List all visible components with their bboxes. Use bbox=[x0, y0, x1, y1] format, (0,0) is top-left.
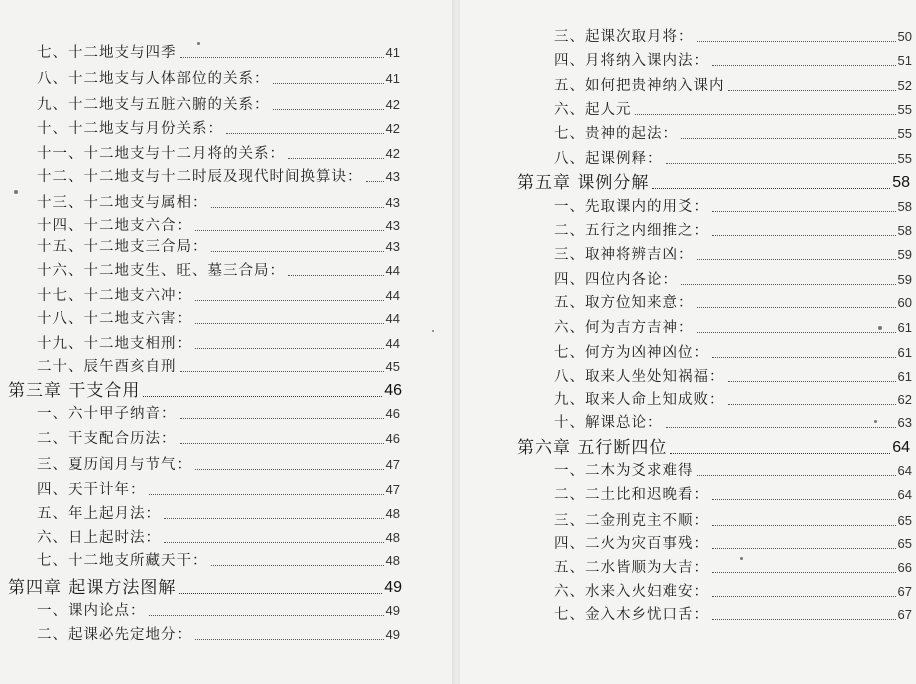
toc-entry bbox=[554, 583, 912, 601]
toc-entry-title: 六、日上起时法： bbox=[37, 530, 161, 546]
scan-speck bbox=[878, 326, 882, 330]
toc-entry-page-number: 63 bbox=[897, 415, 912, 430]
toc-entry-title: 四、天干计年： bbox=[37, 482, 146, 498]
toc-entry-page-number: 43 bbox=[385, 195, 400, 210]
dot-leader bbox=[697, 259, 896, 260]
toc-entry bbox=[554, 222, 912, 240]
toc-entry-page-number: 47 bbox=[385, 482, 400, 497]
dot-leader bbox=[697, 307, 896, 308]
dot-leader bbox=[712, 548, 896, 549]
toc-entry-title: 十一、十二地支与十二月将的关系： bbox=[37, 146, 285, 162]
toc-entry bbox=[554, 198, 912, 216]
toc-entry-title: 一、六十甲子纳音： bbox=[37, 406, 177, 422]
dot-leader bbox=[273, 109, 384, 110]
toc-entry bbox=[554, 535, 912, 553]
toc-entry-page-number: 41 bbox=[385, 71, 400, 86]
dot-leader bbox=[697, 332, 896, 333]
toc-entry bbox=[37, 120, 400, 138]
scan-speck bbox=[14, 190, 18, 194]
toc-entry-title: 第六章 五行断四位 bbox=[517, 438, 668, 458]
toc-entry-title: 第三章 干支合用 bbox=[8, 381, 141, 401]
toc-entry-title: 三、二金刑克主不顺： bbox=[554, 513, 709, 529]
toc-entry-page-number: 49 bbox=[385, 627, 400, 642]
toc-entry-page-number: 64 bbox=[897, 487, 912, 502]
toc-entry-page-number: 61 bbox=[897, 320, 912, 335]
toc-entry-page-number: 61 bbox=[897, 345, 912, 360]
toc-entry-title: 十六、十二地支生、旺、墓三合局： bbox=[37, 263, 285, 279]
toc-entry bbox=[554, 77, 912, 95]
toc-entry bbox=[554, 294, 912, 312]
toc-entry bbox=[37, 626, 400, 644]
dot-leader bbox=[288, 158, 384, 159]
chapter-heading bbox=[517, 172, 910, 194]
dot-leader bbox=[195, 469, 384, 470]
toc-entry-page-number: 47 bbox=[385, 457, 400, 472]
toc-entry-title: 十七、十二地支六冲： bbox=[37, 288, 192, 304]
toc-entry-page-number: 64 bbox=[892, 439, 910, 456]
toc-entry-page-number: 44 bbox=[385, 288, 400, 303]
dot-leader bbox=[697, 475, 896, 476]
toc-entry-page-number: 42 bbox=[385, 121, 400, 136]
toc-entry-title: 九、取来人命上知成败： bbox=[554, 392, 725, 408]
toc-entry-title: 四、四位内各论： bbox=[554, 272, 678, 288]
toc-entry-title: 一、先取课内的用爻： bbox=[554, 199, 709, 215]
toc-entry bbox=[554, 271, 912, 289]
toc-entry bbox=[37, 217, 400, 235]
toc-entry-page-number: 46 bbox=[384, 382, 402, 399]
toc-entry-title: 四、月将纳入课内法： bbox=[554, 53, 709, 69]
dot-leader bbox=[164, 518, 384, 519]
toc-entry-title: 七、十二地支所藏天干： bbox=[37, 553, 208, 569]
dot-leader bbox=[149, 615, 384, 616]
dot-leader bbox=[180, 57, 384, 58]
dot-leader bbox=[195, 300, 384, 301]
dot-leader bbox=[180, 418, 384, 419]
chapter-heading bbox=[8, 577, 402, 599]
toc-entry-page-number: 55 bbox=[897, 151, 912, 166]
dot-leader bbox=[712, 357, 896, 358]
dot-leader bbox=[366, 181, 384, 182]
toc-entry-title: 十五、十二地支三合局： bbox=[37, 239, 208, 255]
toc-entry-page-number: 48 bbox=[385, 506, 400, 521]
dot-leader bbox=[211, 565, 384, 566]
toc-entry-title: 五、如何把贵神纳入课内 bbox=[554, 78, 725, 94]
toc-entry bbox=[37, 96, 400, 114]
toc-entry bbox=[37, 70, 400, 88]
dot-leader bbox=[712, 235, 896, 236]
toc-entry-page-number: 51 bbox=[897, 53, 912, 68]
dot-leader bbox=[143, 396, 382, 397]
dot-leader bbox=[180, 443, 384, 444]
toc-entry bbox=[37, 430, 400, 448]
toc-entry bbox=[554, 512, 912, 530]
toc-entry-title: 三、起课次取月将： bbox=[554, 29, 694, 45]
toc-entry-title: 十八、十二地支六害： bbox=[37, 311, 192, 327]
toc-entry bbox=[37, 145, 400, 163]
toc-entry-page-number: 49 bbox=[384, 579, 402, 596]
toc-entry bbox=[554, 28, 912, 46]
dot-leader bbox=[149, 494, 384, 495]
toc-entry-page-number: 59 bbox=[897, 272, 912, 287]
dot-leader bbox=[712, 596, 896, 597]
dot-leader bbox=[211, 207, 384, 208]
toc-entry-page-number: 62 bbox=[897, 392, 912, 407]
scan-speck bbox=[432, 330, 434, 332]
dot-leader bbox=[666, 163, 896, 164]
dot-leader bbox=[195, 230, 384, 231]
dot-leader bbox=[712, 211, 896, 212]
scan-speck bbox=[874, 420, 877, 423]
toc-entry bbox=[37, 505, 400, 523]
toc-entry bbox=[554, 391, 912, 409]
toc-entry bbox=[37, 529, 400, 547]
toc-entry-title: 六、起人元 bbox=[554, 102, 632, 118]
dot-leader bbox=[666, 427, 896, 428]
scan-speck bbox=[197, 42, 200, 45]
toc-entry-page-number: 50 bbox=[897, 29, 912, 44]
toc-entry-page-number: 44 bbox=[385, 336, 400, 351]
toc-entry bbox=[554, 559, 912, 577]
toc-entry-title: 二、二土比和迟晚看： bbox=[554, 487, 709, 503]
toc-entry-title: 六、水来入火妇难安： bbox=[554, 584, 709, 600]
dot-leader bbox=[697, 41, 896, 42]
dot-leader bbox=[164, 542, 384, 543]
dot-leader bbox=[728, 381, 896, 382]
dot-leader bbox=[728, 90, 896, 91]
dot-leader bbox=[712, 572, 896, 573]
toc-entry-page-number: 46 bbox=[385, 406, 400, 421]
right-page bbox=[460, 0, 916, 684]
chapter-heading bbox=[8, 380, 402, 402]
toc-entry bbox=[554, 368, 912, 386]
toc-entry bbox=[554, 246, 912, 264]
toc-entry-page-number: 58 bbox=[897, 199, 912, 214]
dot-leader bbox=[681, 138, 896, 139]
toc-entry-page-number: 44 bbox=[385, 311, 400, 326]
toc-entry-page-number: 41 bbox=[385, 45, 400, 60]
toc-entry-page-number: 43 bbox=[385, 169, 400, 184]
toc-entry-title: 十四、十二地支六合： bbox=[37, 218, 192, 234]
toc-entry-title: 一、二木为爻求难得 bbox=[554, 463, 694, 479]
toc-entry-title: 四、二火为灾百事残： bbox=[554, 536, 709, 552]
dot-leader bbox=[681, 284, 896, 285]
dot-leader bbox=[712, 65, 896, 66]
toc-entry-title: 二、五行之内细推之： bbox=[554, 223, 709, 239]
toc-entry-title: 二、起课必先定地分： bbox=[37, 627, 192, 643]
toc-entry-page-number: 42 bbox=[385, 146, 400, 161]
toc-entry bbox=[37, 602, 400, 620]
toc-entry-title: 二、干支配合历法： bbox=[37, 431, 177, 447]
toc-entry-title: 五、年上起月法： bbox=[37, 506, 161, 522]
dot-leader bbox=[728, 404, 896, 405]
toc-entry-page-number: 44 bbox=[385, 263, 400, 278]
toc-entry bbox=[554, 486, 912, 504]
toc-entry bbox=[554, 462, 912, 480]
dot-leader bbox=[211, 251, 384, 252]
toc-entry bbox=[37, 44, 400, 62]
toc-entry-page-number: 55 bbox=[897, 102, 912, 117]
toc-entry bbox=[554, 150, 912, 168]
toc-entry-title: 七、金入木乡忧口舌： bbox=[554, 607, 709, 623]
dot-leader bbox=[180, 371, 384, 372]
toc-entry bbox=[554, 414, 912, 432]
toc-entry-title: 六、何为吉方吉神： bbox=[554, 320, 694, 336]
toc-entry-title: 第五章 课例分解 bbox=[517, 173, 650, 193]
dot-leader bbox=[195, 639, 384, 640]
toc-entry-page-number: 46 bbox=[385, 431, 400, 446]
toc-entry-page-number: 49 bbox=[385, 603, 400, 618]
toc-entry-title: 第四章 起课方法图解 bbox=[8, 578, 177, 598]
toc-entry-page-number: 58 bbox=[897, 223, 912, 238]
toc-entry bbox=[37, 287, 400, 305]
toc-entry-page-number: 52 bbox=[897, 78, 912, 93]
toc-entry-page-number: 55 bbox=[897, 126, 912, 141]
toc-entry bbox=[37, 358, 400, 376]
toc-entry-page-number: 61 bbox=[897, 369, 912, 384]
toc-entry-title: 五、取方位知来意： bbox=[554, 295, 694, 311]
dot-leader bbox=[179, 593, 382, 594]
toc-entry-page-number: 60 bbox=[897, 295, 912, 310]
toc-entry-title: 九、十二地支与五脏六腑的关系： bbox=[37, 97, 270, 113]
dot-leader bbox=[652, 188, 890, 189]
toc-entry bbox=[554, 101, 912, 119]
toc-entry-title: 三、取神将辨吉凶： bbox=[554, 247, 694, 263]
toc-entry-title: 八、十二地支与人体部位的关系： bbox=[37, 71, 270, 87]
toc-entry bbox=[554, 344, 912, 362]
toc-entry bbox=[554, 319, 912, 337]
toc-entry-page-number: 43 bbox=[385, 239, 400, 254]
toc-entry-page-number: 48 bbox=[385, 553, 400, 568]
toc-entry bbox=[37, 456, 400, 474]
dot-leader bbox=[195, 348, 384, 349]
toc-entry-page-number: 66 bbox=[897, 560, 912, 575]
dot-leader bbox=[712, 499, 896, 500]
toc-entry-page-number: 65 bbox=[897, 513, 912, 528]
toc-entry-page-number: 58 bbox=[892, 174, 910, 191]
toc-entry-title: 三、夏历闰月与节气： bbox=[37, 457, 192, 473]
dot-leader bbox=[226, 133, 384, 134]
toc-entry-title: 十九、十二地支相刑： bbox=[37, 336, 192, 352]
dot-leader bbox=[635, 114, 896, 115]
chapter-heading bbox=[517, 437, 910, 459]
toc-entry-page-number: 45 bbox=[385, 359, 400, 374]
toc-entry-title: 十、解课总论： bbox=[554, 415, 663, 431]
toc-entry bbox=[554, 125, 912, 143]
dot-leader bbox=[273, 83, 384, 84]
toc-entry-title: 五、二水皆顺为大吉： bbox=[554, 560, 709, 576]
toc-entry-title: 八、取来人坐处知祸福： bbox=[554, 369, 725, 385]
toc-entry-page-number: 43 bbox=[385, 218, 400, 233]
page-gutter bbox=[452, 0, 460, 684]
toc-entry-page-number: 59 bbox=[897, 247, 912, 262]
toc-entry-title: 一、课内论点： bbox=[37, 603, 146, 619]
toc-entry bbox=[37, 481, 400, 499]
toc-entry bbox=[37, 310, 400, 328]
toc-entry-title: 七、何方为凶神凶位： bbox=[554, 345, 709, 361]
toc-entry bbox=[37, 405, 400, 423]
toc-entry-title: 十二、十二地支与十二时辰及现代时间换算诀： bbox=[37, 169, 363, 185]
toc-entry bbox=[37, 552, 400, 570]
toc-entry-title: 二十、辰午酉亥自刑 bbox=[37, 359, 177, 375]
toc-entry bbox=[37, 168, 400, 186]
dot-leader bbox=[288, 275, 384, 276]
toc-entry bbox=[554, 52, 912, 70]
toc-entry-page-number: 67 bbox=[897, 607, 912, 622]
toc-entry bbox=[37, 262, 400, 280]
dot-leader bbox=[670, 453, 890, 454]
toc-entry bbox=[37, 335, 400, 353]
toc-entry-title: 七、十二地支与四季 bbox=[37, 45, 177, 61]
dot-leader bbox=[712, 525, 896, 526]
toc-entry bbox=[37, 194, 400, 212]
toc-entry-page-number: 67 bbox=[897, 584, 912, 599]
toc-entry bbox=[37, 238, 400, 256]
toc-entry-title: 十、十二地支与月份关系： bbox=[37, 121, 223, 137]
left-page bbox=[0, 0, 452, 684]
toc-entry-title: 七、贵神的起法： bbox=[554, 126, 678, 142]
toc-entry-page-number: 42 bbox=[385, 97, 400, 112]
toc-entry-page-number: 64 bbox=[897, 463, 912, 478]
dot-leader bbox=[195, 323, 384, 324]
toc-entry-title: 八、起课例释： bbox=[554, 151, 663, 167]
scan-speck bbox=[740, 557, 743, 560]
toc-entry-page-number: 65 bbox=[897, 536, 912, 551]
dot-leader bbox=[712, 619, 896, 620]
toc-entry-page-number: 48 bbox=[385, 530, 400, 545]
toc-entry bbox=[554, 606, 912, 624]
toc-entry-title: 十三、十二地支与属相： bbox=[37, 195, 208, 211]
